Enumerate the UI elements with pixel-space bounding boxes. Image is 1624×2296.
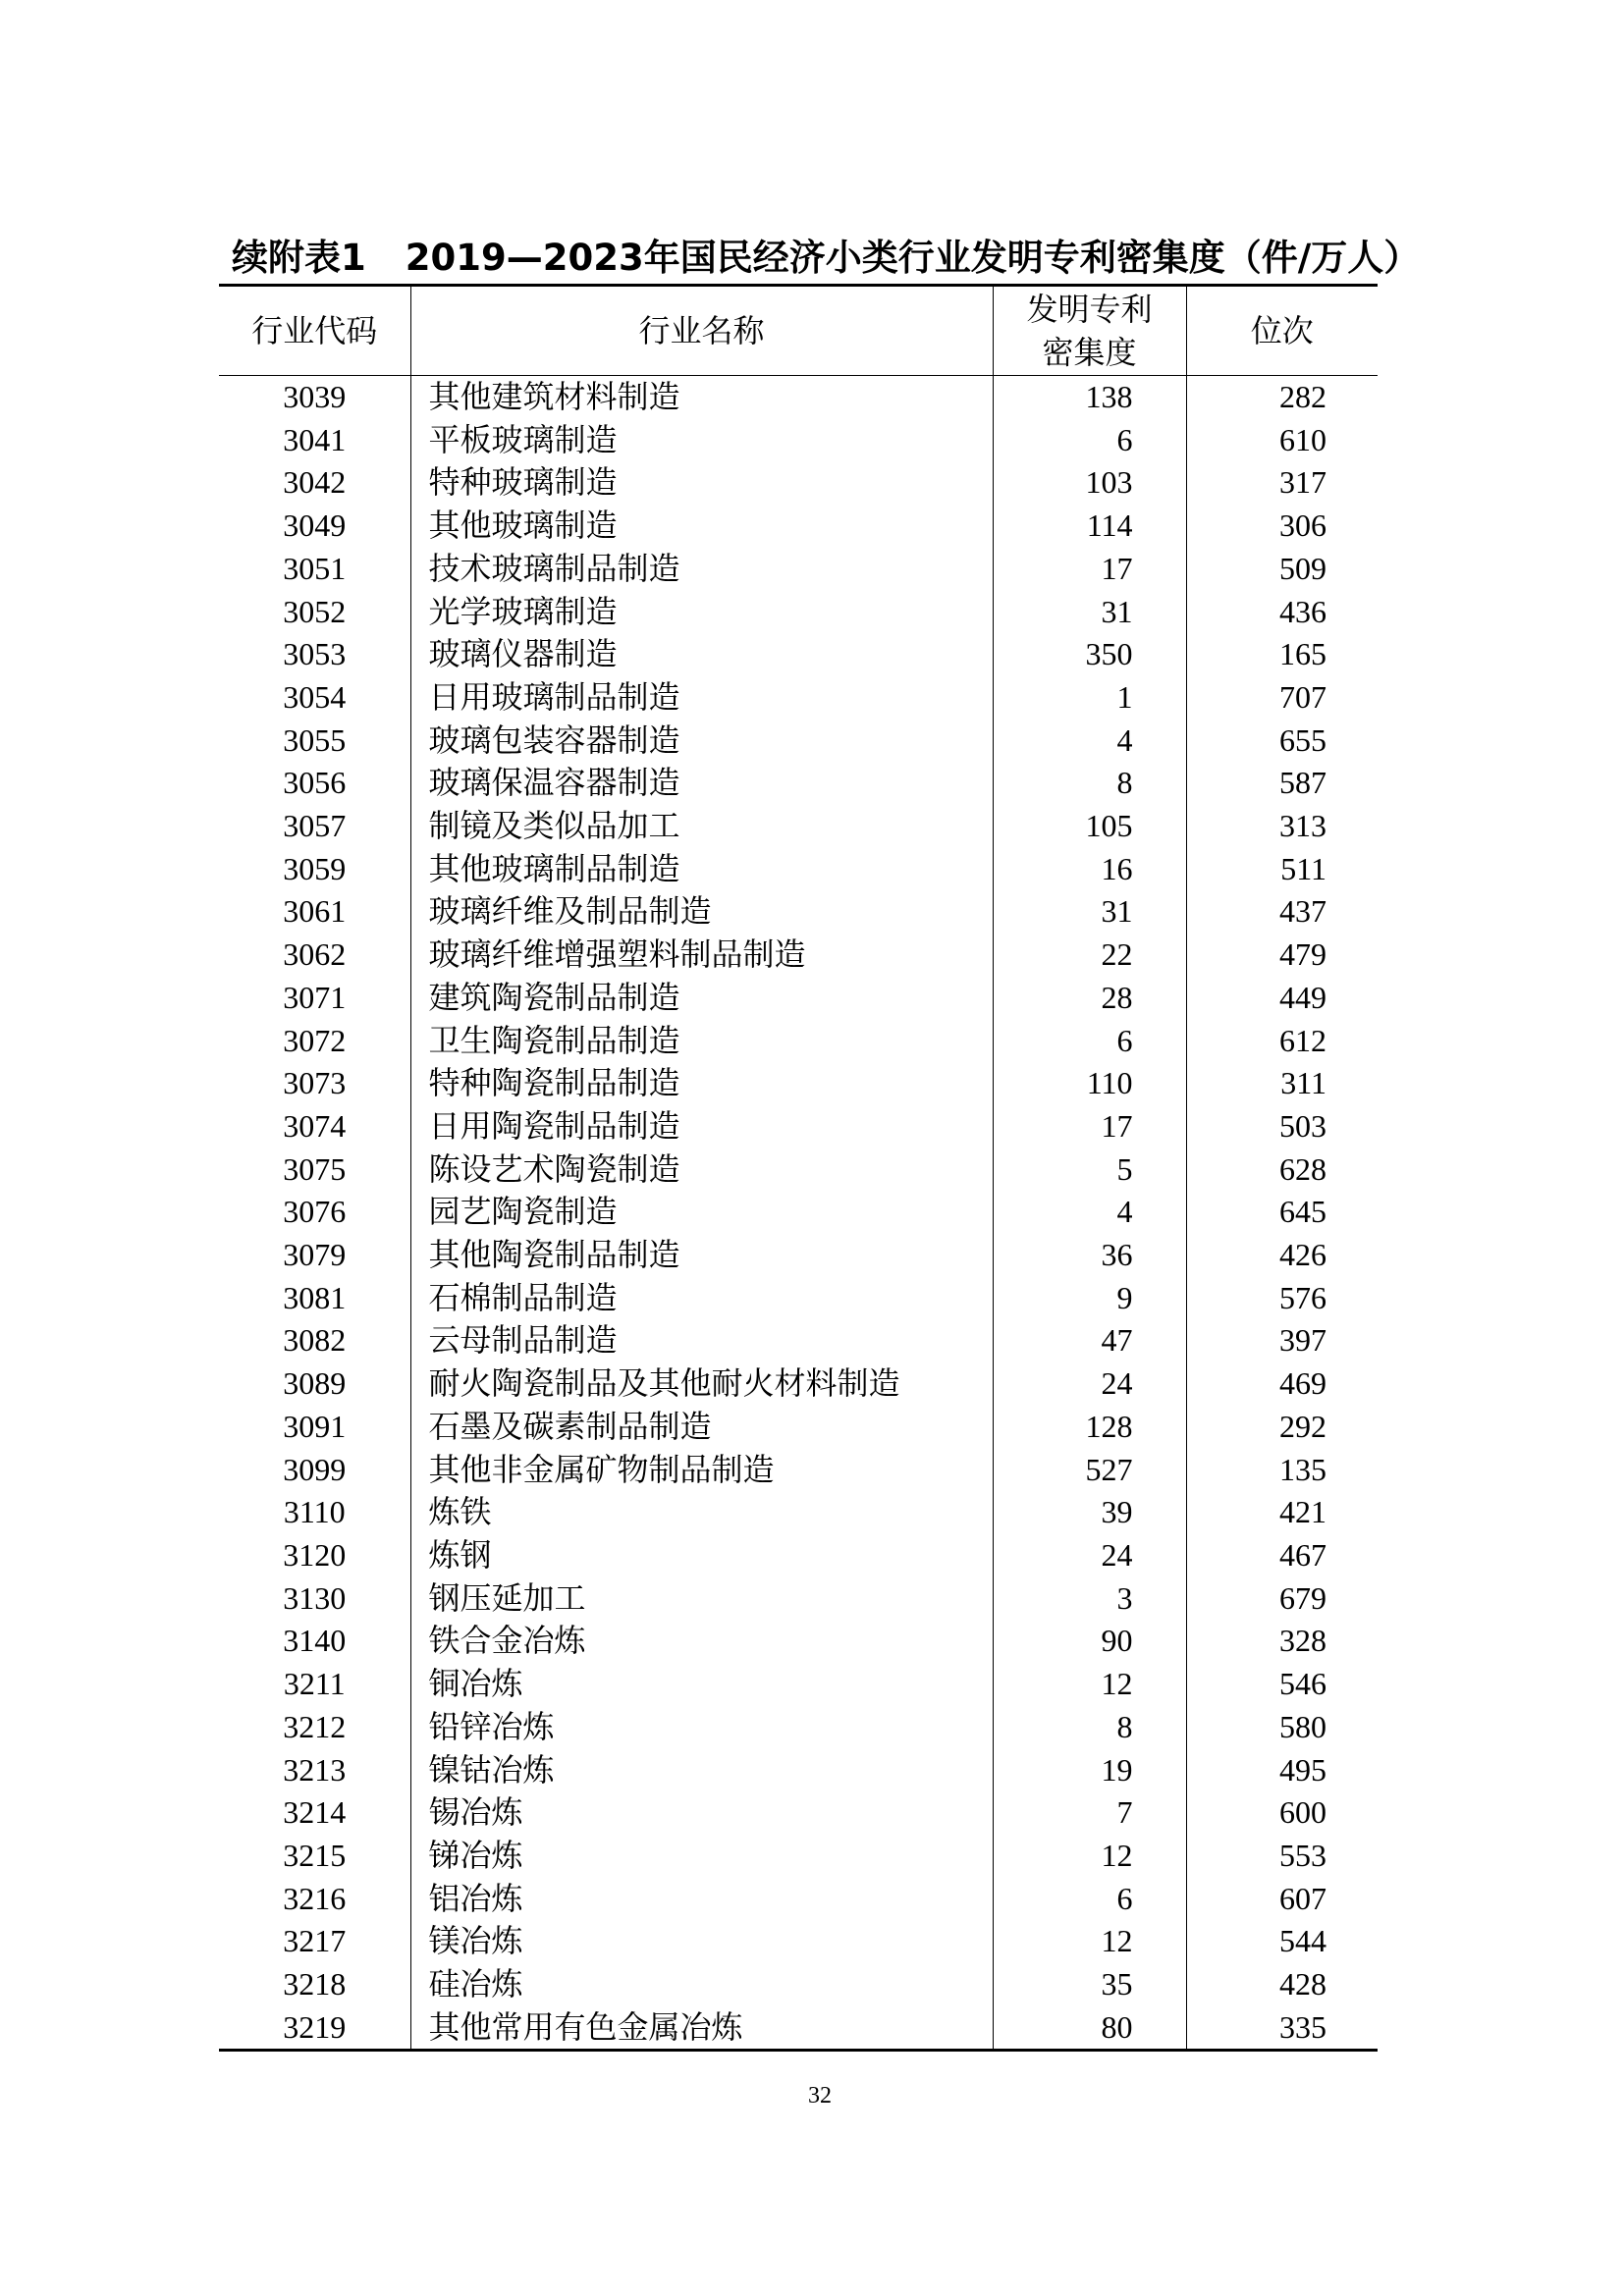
industry-name-cell: 玻璃包装容器制造 xyxy=(410,720,993,763)
industry-name-cell: 玻璃纤维增强塑料制品制造 xyxy=(410,934,993,977)
industry-name-cell: 锑冶炼 xyxy=(410,1835,993,1878)
industry-name-cell: 铁合金冶炼 xyxy=(410,1620,993,1663)
industry-code-cell: 3072 xyxy=(283,1022,347,1058)
patent-density-cell: 105 xyxy=(993,805,1186,848)
industry-code-cell: 3120 xyxy=(283,1536,347,1573)
table-row xyxy=(219,1406,1378,1449)
industry-name-cell: 玻璃纤维及制品制造 xyxy=(410,890,993,934)
industry-name-cell: 炼铁 xyxy=(410,1491,993,1534)
rank-cell: 600 xyxy=(1186,1791,1378,1835)
table-body xyxy=(219,376,1378,2051)
industry-code-cell: 3216 xyxy=(283,1880,347,1916)
industry-code-cell: 3110 xyxy=(283,1494,346,1530)
industry-code-cell: 3214 xyxy=(283,1794,347,1831)
table-row xyxy=(219,848,1378,891)
rank-cell: 576 xyxy=(1186,1277,1378,1320)
patent-density-cell: 17 xyxy=(993,1105,1186,1148)
rank-cell: 313 xyxy=(1186,805,1378,848)
table-row xyxy=(219,1105,1378,1148)
rank-cell: 282 xyxy=(1186,376,1378,419)
table-row xyxy=(219,762,1378,805)
patent-density-cell: 138 xyxy=(993,376,1186,419)
industry-name-cell: 镁冶炼 xyxy=(410,1920,993,1963)
header-patent-density xyxy=(993,286,1186,376)
industry-code-cell: 3217 xyxy=(283,1923,347,1959)
industry-code-cell: 3062 xyxy=(283,936,347,973)
patent-density-cell: 8 xyxy=(993,1706,1186,1749)
industry-name-cell: 其他常用有色金属冶炼 xyxy=(410,2006,993,2051)
industry-name-cell: 其他玻璃制造 xyxy=(410,505,993,548)
table-row xyxy=(219,977,1378,1020)
industry-code-cell: 3056 xyxy=(283,765,347,801)
patent-density-table xyxy=(219,284,1378,2052)
header-rank: 位次 xyxy=(1186,286,1378,376)
header-patent-density-line2: 密集度 xyxy=(1042,335,1137,370)
rank-cell: 511 xyxy=(1186,848,1378,891)
industry-name-cell: 硅冶炼 xyxy=(410,1963,993,2006)
patent-density-cell: 47 xyxy=(993,1319,1186,1362)
patent-density-cell: 31 xyxy=(993,591,1186,634)
industry-name-cell: 铅锌冶炼 xyxy=(410,1706,993,1749)
industry-name-cell: 铜冶炼 xyxy=(410,1663,993,1706)
header-industry-name: 行业名称 xyxy=(410,286,993,376)
rank-cell: 469 xyxy=(1186,1362,1378,1406)
patent-density-cell: 12 xyxy=(993,1663,1186,1706)
table-row xyxy=(219,934,1378,977)
patent-density-cell: 6 xyxy=(993,419,1186,462)
industry-name-cell: 园艺陶瓷制造 xyxy=(410,1191,993,1234)
rank-cell: 607 xyxy=(1186,1878,1378,1921)
industry-code-cell: 3211 xyxy=(283,1666,346,1702)
rank-cell: 135 xyxy=(1186,1449,1378,1492)
table-row xyxy=(219,1791,1378,1835)
industry-code-cell: 3075 xyxy=(283,1150,347,1187)
industry-name-cell: 云母制品制造 xyxy=(410,1319,993,1362)
industry-name-cell: 耐火陶瓷制品及其他耐火材料制造 xyxy=(410,1362,993,1406)
industry-code-cell: 3074 xyxy=(283,1107,347,1144)
industry-code-cell: 3053 xyxy=(283,636,347,672)
industry-name-cell: 特种玻璃制造 xyxy=(410,461,993,505)
patent-density-cell: 16 xyxy=(993,848,1186,891)
patent-density-cell: 6 xyxy=(993,1878,1186,1921)
industry-code-cell: 3213 xyxy=(283,1751,347,1788)
rank-cell: 165 xyxy=(1186,633,1378,676)
rank-cell: 587 xyxy=(1186,762,1378,805)
industry-code-cell: 3130 xyxy=(283,1579,347,1616)
industry-code-cell: 3054 xyxy=(283,678,347,715)
patent-density-cell: 22 xyxy=(993,934,1186,977)
header-industry-code: 行业代码 xyxy=(219,286,410,376)
rank-cell: 645 xyxy=(1186,1191,1378,1234)
table-row xyxy=(219,805,1378,848)
rank-cell: 707 xyxy=(1186,676,1378,720)
rank-cell: 436 xyxy=(1186,591,1378,634)
patent-density-cell: 3 xyxy=(993,1577,1186,1621)
table-row xyxy=(219,1062,1378,1105)
table-row xyxy=(219,505,1378,548)
industry-code-cell: 3051 xyxy=(283,550,347,586)
industry-name-cell: 其他建筑材料制造 xyxy=(410,376,993,419)
patent-density-cell: 4 xyxy=(993,1191,1186,1234)
table-row xyxy=(219,591,1378,634)
rank-cell: 553 xyxy=(1186,1835,1378,1878)
table-row xyxy=(219,376,1378,419)
rank-cell: 397 xyxy=(1186,1319,1378,1362)
industry-code-cell: 3215 xyxy=(283,1837,347,1873)
table-row xyxy=(219,1706,1378,1749)
patent-density-cell: 350 xyxy=(993,633,1186,676)
patent-density-cell: 8 xyxy=(993,762,1186,805)
industry-name-cell: 玻璃保温容器制造 xyxy=(410,762,993,805)
patent-density-cell: 6 xyxy=(993,1020,1186,1063)
industry-name-cell: 特种陶瓷制品制造 xyxy=(410,1062,993,1105)
industry-code-cell: 3071 xyxy=(283,979,347,1015)
industry-code-cell: 3059 xyxy=(283,850,347,886)
rank-cell: 437 xyxy=(1186,890,1378,934)
industry-name-cell: 卫生陶瓷制品制造 xyxy=(410,1020,993,1063)
patent-density-cell: 9 xyxy=(993,1277,1186,1320)
industry-code-cell: 3052 xyxy=(283,593,347,629)
table-row xyxy=(219,1963,1378,2006)
industry-name-cell: 陈设艺术陶瓷制造 xyxy=(410,1148,993,1192)
industry-name-cell: 光学玻璃制造 xyxy=(410,591,993,634)
table-row xyxy=(219,1234,1378,1277)
table-row xyxy=(219,548,1378,591)
patent-density-cell: 17 xyxy=(993,548,1186,591)
patent-density-cell: 1 xyxy=(993,676,1186,720)
table-row xyxy=(219,633,1378,676)
rank-cell: 479 xyxy=(1186,934,1378,977)
rank-cell: 428 xyxy=(1186,1963,1378,2006)
rank-cell: 509 xyxy=(1186,548,1378,591)
patent-density-cell: 39 xyxy=(993,1491,1186,1534)
industry-code-cell: 3091 xyxy=(283,1408,347,1444)
table-row xyxy=(219,2006,1378,2051)
rank-cell: 449 xyxy=(1186,977,1378,1020)
patent-density-cell: 4 xyxy=(993,720,1186,763)
industry-name-cell: 镍钴冶炼 xyxy=(410,1749,993,1792)
table-row xyxy=(219,1835,1378,1878)
table-row xyxy=(219,1749,1378,1792)
patent-density-cell: 19 xyxy=(993,1749,1186,1792)
rank-cell: 292 xyxy=(1186,1406,1378,1449)
rank-cell: 328 xyxy=(1186,1620,1378,1663)
rank-cell: 421 xyxy=(1186,1491,1378,1534)
industry-code-cell: 3073 xyxy=(283,1065,347,1101)
patent-density-cell: 24 xyxy=(993,1362,1186,1406)
industry-name-cell: 钢压延加工 xyxy=(410,1577,993,1621)
rank-cell: 544 xyxy=(1186,1920,1378,1963)
industry-name-cell: 铝冶炼 xyxy=(410,1878,993,1921)
industry-code-cell: 3055 xyxy=(283,721,347,758)
rank-cell: 317 xyxy=(1186,461,1378,505)
patent-density-cell: 35 xyxy=(993,1963,1186,2006)
patent-density-cell: 24 xyxy=(993,1534,1186,1577)
patent-density-cell: 31 xyxy=(993,890,1186,934)
patent-density-cell: 114 xyxy=(993,505,1186,548)
patent-density-cell: 103 xyxy=(993,461,1186,505)
patent-density-cell: 527 xyxy=(993,1449,1186,1492)
table-row xyxy=(219,1277,1378,1320)
industry-name-cell: 其他玻璃制品制造 xyxy=(410,848,993,891)
table-row xyxy=(219,1534,1378,1577)
rank-cell: 335 xyxy=(1186,2006,1378,2051)
industry-code-cell: 3140 xyxy=(283,1623,347,1659)
table-title-label: 续附表1 xyxy=(232,237,366,279)
industry-code-cell: 3057 xyxy=(283,808,347,844)
industry-code-cell: 3218 xyxy=(283,1966,347,2002)
table-title-text: 2019—2023年国民经济小类行业发明专利密集度（件/万人） xyxy=(405,237,1421,279)
table-row xyxy=(219,1663,1378,1706)
page-number: 32 xyxy=(808,2083,832,2109)
industry-code-cell: 3042 xyxy=(283,464,347,501)
patent-density-cell: 12 xyxy=(993,1920,1186,1963)
rank-cell: 679 xyxy=(1186,1577,1378,1621)
industry-name-cell: 日用玻璃制品制造 xyxy=(410,676,993,720)
header-row xyxy=(219,286,1378,376)
industry-name-cell: 其他陶瓷制品制造 xyxy=(410,1234,993,1277)
industry-code-cell: 3041 xyxy=(283,421,347,457)
industry-code-cell: 3049 xyxy=(283,507,347,544)
rank-cell: 546 xyxy=(1186,1663,1378,1706)
rank-cell: 311 xyxy=(1186,1062,1378,1105)
industry-code-cell: 3076 xyxy=(283,1194,347,1230)
rank-cell: 610 xyxy=(1186,419,1378,462)
patent-density-cell: 110 xyxy=(993,1062,1186,1105)
table-row xyxy=(219,1449,1378,1492)
industry-code-cell: 3061 xyxy=(283,893,347,930)
table-row xyxy=(219,461,1378,505)
rank-cell: 655 xyxy=(1186,720,1378,763)
rank-cell: 503 xyxy=(1186,1105,1378,1148)
table-row xyxy=(219,1878,1378,1921)
industry-name-cell: 其他非金属矿物制品制造 xyxy=(410,1449,993,1492)
industry-name-cell: 石棉制品制造 xyxy=(410,1277,993,1320)
industry-code-cell: 3099 xyxy=(283,1451,347,1487)
header-patent-density-line1: 发明专利 xyxy=(1026,292,1153,327)
industry-name-cell: 炼钢 xyxy=(410,1534,993,1577)
table-row xyxy=(219,1020,1378,1063)
patent-density-cell: 36 xyxy=(993,1234,1186,1277)
table-row xyxy=(219,720,1378,763)
industry-name-cell: 平板玻璃制造 xyxy=(410,419,993,462)
table-header xyxy=(219,286,1378,376)
industry-name-cell: 制镜及类似品加工 xyxy=(410,805,993,848)
rank-cell: 580 xyxy=(1186,1706,1378,1749)
table-row xyxy=(219,890,1378,934)
table-row xyxy=(219,1191,1378,1234)
patent-density-cell: 5 xyxy=(993,1148,1186,1192)
table-row xyxy=(219,1362,1378,1406)
industry-name-cell: 建筑陶瓷制品制造 xyxy=(410,977,993,1020)
industry-code-cell: 3089 xyxy=(283,1365,347,1402)
industry-name-cell: 锡冶炼 xyxy=(410,1791,993,1835)
table-row xyxy=(219,419,1378,462)
industry-name-cell: 技术玻璃制品制造 xyxy=(410,548,993,591)
patent-density-cell: 128 xyxy=(993,1406,1186,1449)
patent-density-cell: 80 xyxy=(993,2006,1186,2051)
table-row xyxy=(219,1148,1378,1192)
industry-code-cell: 3219 xyxy=(283,2008,347,2045)
table-row xyxy=(219,1620,1378,1663)
industry-name-cell: 日用陶瓷制品制造 xyxy=(410,1105,993,1148)
table-title xyxy=(232,236,1420,281)
table-row xyxy=(219,1491,1378,1534)
patent-density-cell: 90 xyxy=(993,1620,1186,1663)
industry-name-cell: 石墨及碳素制品制造 xyxy=(410,1406,993,1449)
rank-cell: 612 xyxy=(1186,1020,1378,1063)
rank-cell: 467 xyxy=(1186,1534,1378,1577)
rank-cell: 306 xyxy=(1186,505,1378,548)
industry-code-cell: 3082 xyxy=(283,1322,347,1359)
rank-cell: 426 xyxy=(1186,1234,1378,1277)
patent-density-cell: 28 xyxy=(993,977,1186,1020)
table-row xyxy=(219,1319,1378,1362)
table-row xyxy=(219,676,1378,720)
industry-code-cell: 3039 xyxy=(283,379,347,414)
table-row xyxy=(219,1920,1378,1963)
patent-density-cell: 7 xyxy=(993,1791,1186,1835)
industry-code-cell: 3079 xyxy=(283,1237,347,1273)
industry-code-cell: 3081 xyxy=(283,1279,347,1315)
patent-density-cell: 12 xyxy=(993,1835,1186,1878)
rank-cell: 628 xyxy=(1186,1148,1378,1192)
industry-code-cell: 3212 xyxy=(283,1708,347,1744)
industry-name-cell: 玻璃仪器制造 xyxy=(410,633,993,676)
table-row xyxy=(219,1577,1378,1621)
rank-cell: 495 xyxy=(1186,1749,1378,1792)
